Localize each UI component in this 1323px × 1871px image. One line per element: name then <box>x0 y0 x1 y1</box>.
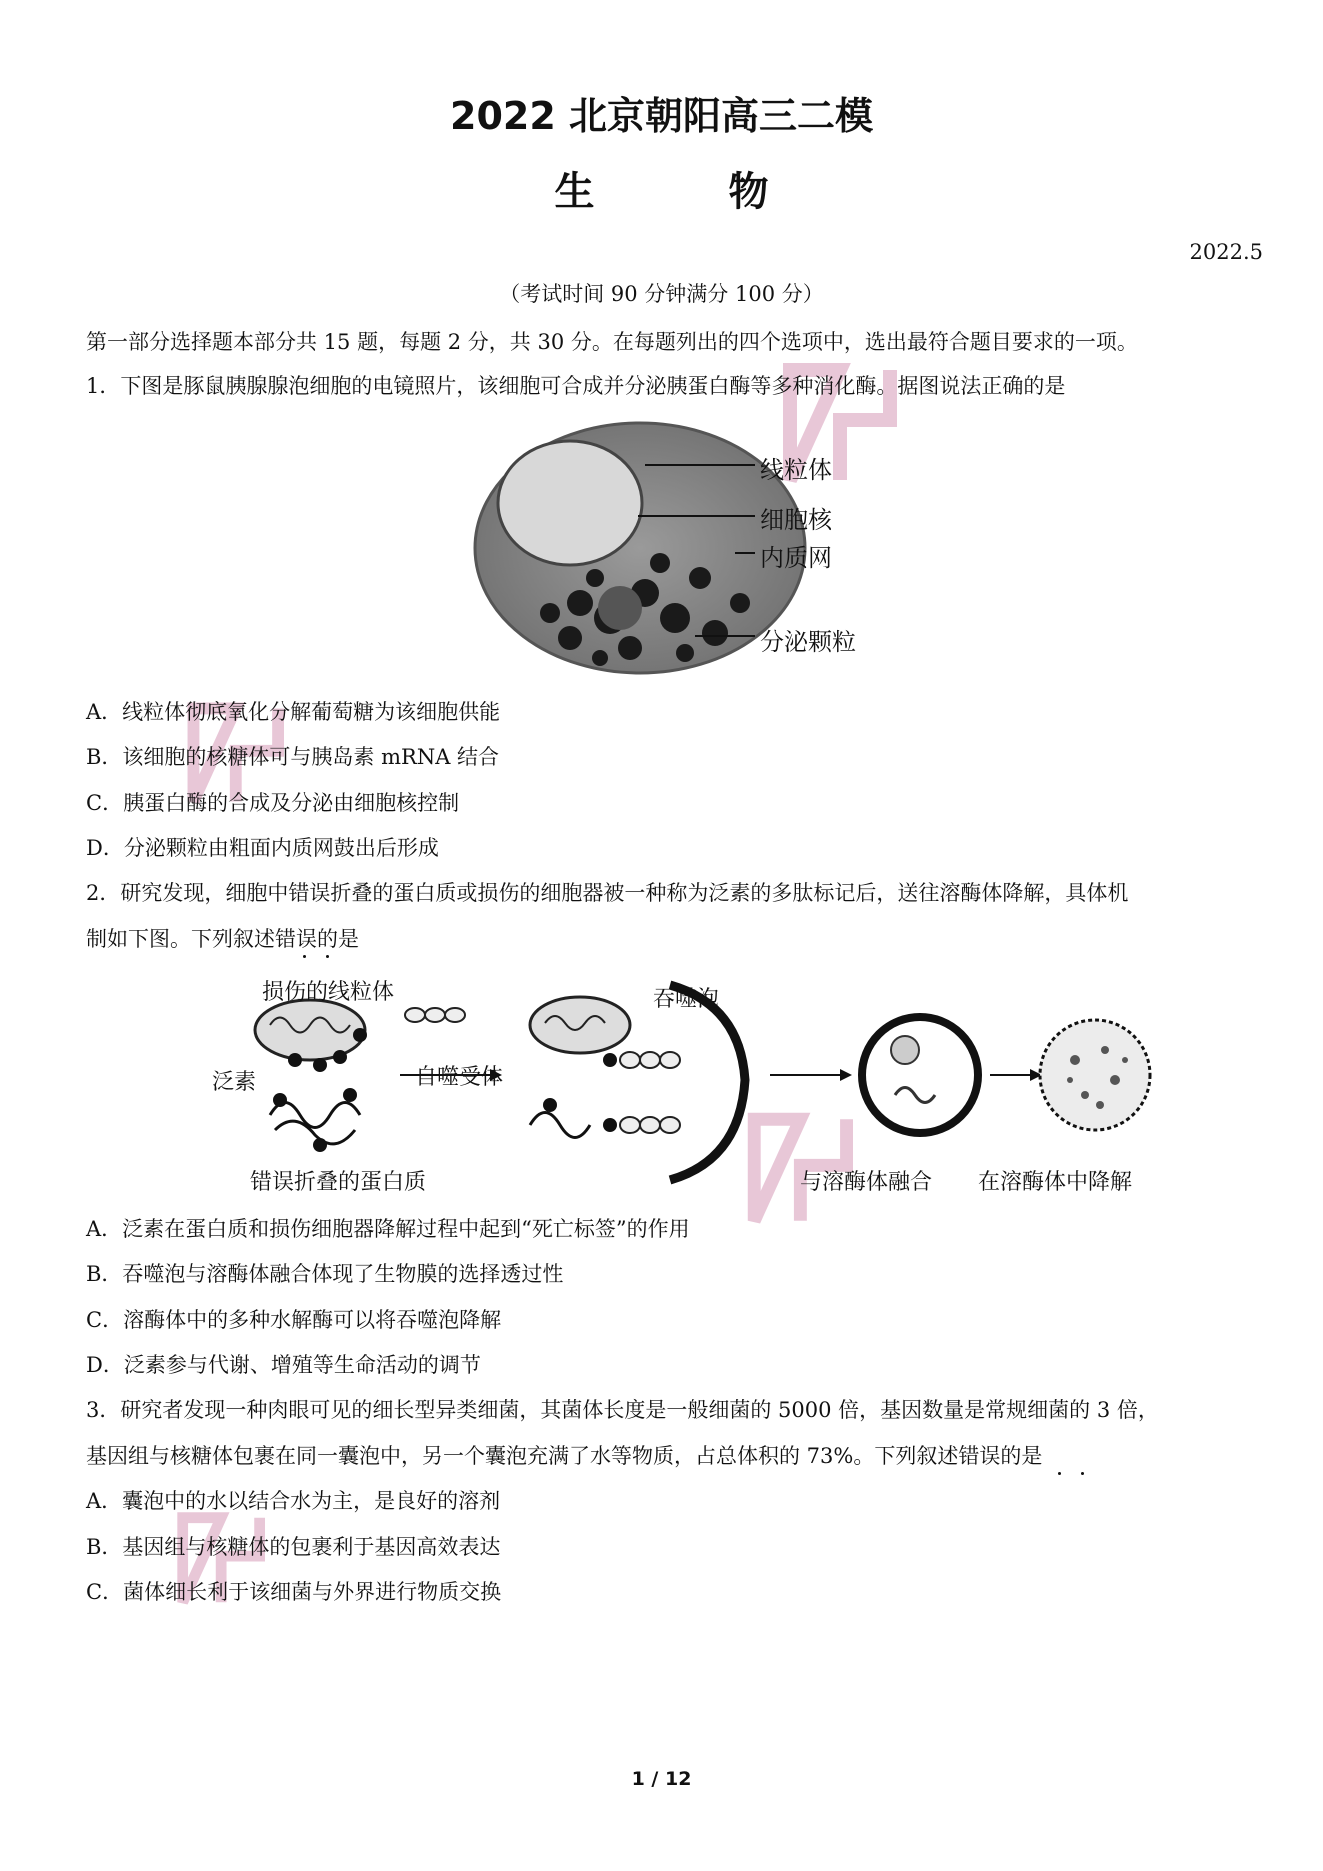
emphasis-dot <box>303 955 306 958</box>
lysosome-degraded <box>1040 1020 1150 1130</box>
label-fusion: 与溶酶体融合 <box>800 1170 933 1195</box>
label-autophagy-receptor: 自噬受体 <box>415 1065 504 1090</box>
q2-option-a: A．泛素在蛋白质和损伤细胞器降解过程中起到“死亡标签”的作用 <box>86 1217 690 1241</box>
nucleus <box>498 441 642 565</box>
q2-stem-line1: 2．研究发现，细胞中错误折叠的蛋白质或损伤的细胞器被一种称为泛素的多肽标记后，送往溶酶体降解，具体机 <box>86 881 1129 905</box>
q2-option-c: C．溶酶体中的多种水解酶可以将吞噬泡降解 <box>86 1308 502 1332</box>
label-phagophore: 吞噬泡 <box>653 987 720 1012</box>
label-nucleus: 细胞核 <box>760 506 832 534</box>
page-number: 1 / 12 <box>631 1768 692 1790</box>
exam-title: 2022 北京朝阳高三二模 <box>450 94 873 138</box>
q1-option-b: B．该细胞的核糖体可与胰岛素 mRNA 结合 <box>86 745 500 769</box>
subject-title: 生 物 <box>554 169 829 215</box>
emphasis-dot <box>1058 1472 1061 1475</box>
q1-option-d: D．分泌颗粒由粗面内质网鼓出后形成 <box>86 836 439 860</box>
q3-option-b: B．基因组与核糖体的包裹利于基因高效表达 <box>86 1535 501 1559</box>
q3-option-a: A．囊泡中的水以结合水为主，是良好的溶剂 <box>86 1489 501 1513</box>
emphasis-dot <box>1081 1472 1084 1475</box>
damaged-mito <box>255 1000 365 1060</box>
emphasis-dot <box>326 955 329 958</box>
q2-option-b: B．吞噬泡与溶酶体融合体现了生物膜的选择透过性 <box>86 1262 564 1286</box>
q1-option-c: C．胰蛋白酶的合成及分泌由细胞核控制 <box>86 791 460 815</box>
label-er: 内质网 <box>760 544 832 572</box>
section-intro: 第一部分选择题本部分共 15 题，每题 2 分，共 30 分。在每题列出的四个选项中，选出最符合题目要求的一项。 <box>86 330 1138 354</box>
receptor <box>405 1008 465 1022</box>
q2-option-d: D．泛素参与代谢、增殖等生命活动的调节 <box>86 1353 481 1377</box>
label-ubiquitin: 泛素 <box>212 1070 257 1095</box>
q1-stem: 1．下图是豚鼠胰腺腺泡细胞的电镜照片，该细胞可合成并分泌胰蛋白酶等多种消化酶。据图说法正确的是 <box>86 374 1066 398</box>
label-mitochondria: 线粒体 <box>760 456 832 484</box>
label-secretory-granule: 分泌颗粒 <box>760 628 856 656</box>
phagophore <box>670 985 745 1180</box>
exam-info: （考试时间 90 分钟满分 100 分） <box>499 282 824 306</box>
label-degradation: 在溶酶体中降解 <box>978 1170 1133 1195</box>
label-damaged-mito: 损伤的线粒体 <box>262 980 395 1005</box>
q1-option-a: A．线粒体彻底氧化分解葡萄糖为该细胞供能 <box>86 700 501 724</box>
q3-stem-line1: 3．研究者发现一种肉眼可见的细长型异类细菌，其菌体长度是一般细菌的 5000 倍，基因数量是常规细菌的 3 倍， <box>86 1398 1159 1422</box>
misfolded-protein <box>270 1103 360 1144</box>
label-misfolded-protein: 错误折叠的蛋白质 <box>250 1170 427 1195</box>
q2-stem-line2: 制如下图。下列叙述错误的是 <box>86 927 359 951</box>
exam-date: 2022.5 <box>1189 240 1263 264</box>
q3-stem-line2: 基因组与核糖体包裹在同一囊泡中，另一个囊泡充满了水等物质，占总体积的 73%。下列叙述错误的是 <box>86 1444 1043 1468</box>
autolysosome <box>862 1017 978 1133</box>
q3-option-c: C．菌体细长利于该细菌与外界进行物质交换 <box>86 1580 502 1604</box>
